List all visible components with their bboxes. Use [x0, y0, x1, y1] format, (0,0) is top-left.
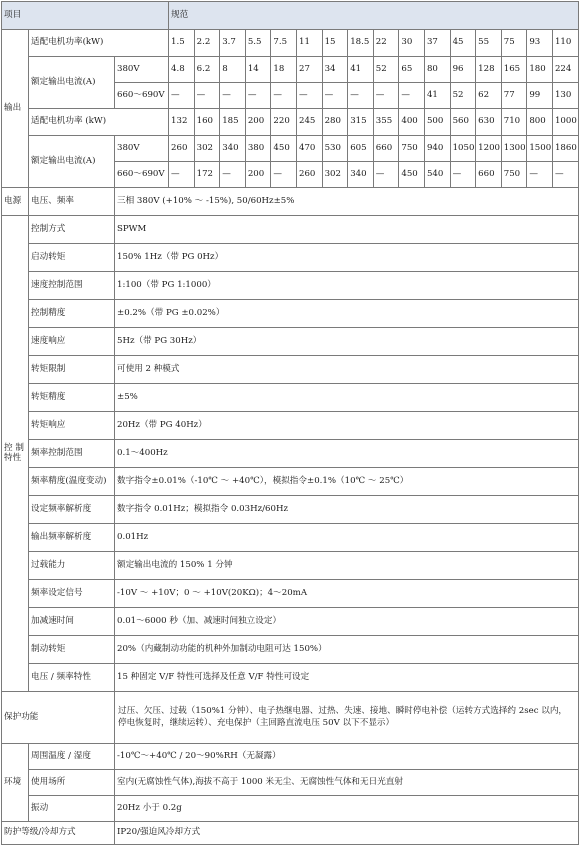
power-row-1 — [2, 30, 579, 57]
value-cell: 185 — [220, 109, 246, 136]
row-name: 周围温度 / 湿度 — [29, 744, 115, 770]
value-cell: 11 — [297, 30, 323, 57]
value-cell: — — [220, 162, 246, 188]
value-cell: 1500 — [527, 136, 553, 162]
value-cell: 1200 — [476, 136, 502, 162]
value-cell: 200 — [245, 162, 271, 188]
value-cell: 470 — [297, 136, 323, 162]
value-cell: 260 — [169, 136, 195, 162]
row-value: 可使用 2 种模式 — [115, 356, 579, 384]
value-cell: — — [348, 83, 374, 109]
value-cell: — — [169, 83, 195, 109]
power-supply-row — [2, 188, 579, 216]
value-cell: 93 — [527, 30, 553, 57]
control-group-label — [2, 216, 29, 692]
spec-table — [1, 1, 579, 845]
value-cell: 172 — [194, 162, 220, 188]
value-cell: 1300 — [501, 136, 527, 162]
row-name: 启动转矩 — [29, 244, 115, 272]
value-cell: 1000 — [552, 109, 578, 136]
voltage-label: 380V — [115, 136, 169, 162]
row-name: 振动 — [29, 796, 115, 822]
row-name: 速度控制范围 — [29, 272, 115, 300]
value-cell: 45 — [450, 30, 476, 57]
value-cell: 7.5 — [271, 30, 297, 57]
value-cell: 41 — [348, 57, 374, 83]
row-name: 加减速时间 — [29, 608, 115, 636]
row-name: 控制方式 — [29, 216, 115, 244]
row-name: 转矩响应 — [29, 412, 115, 440]
value-cell: 450 — [271, 136, 297, 162]
value-cell: 315 — [348, 109, 374, 136]
control-row — [2, 440, 579, 468]
value-cell: 302 — [194, 136, 220, 162]
value-cell: 110 — [552, 30, 578, 57]
row-value: SPWM — [115, 216, 579, 244]
value-cell: 340 — [220, 136, 246, 162]
value-cell: 52 — [373, 57, 399, 83]
value-cell: 800 — [527, 109, 553, 136]
output-group-label: 输出 — [2, 30, 29, 188]
row-value: 室内(无腐蚀性气体),海拔不高于 1000 米无尘、无腐蚀性气体和无日光直射 — [115, 770, 579, 796]
value-cell: 1860 — [552, 136, 578, 162]
row-value: 5Hz（带 PG 30Hz） — [115, 328, 579, 356]
value-cell: 355 — [373, 109, 399, 136]
value-cell: 750 — [501, 162, 527, 188]
value-cell: — — [527, 162, 553, 188]
value-cell: 62 — [476, 83, 502, 109]
value-cell: 2.2 — [194, 30, 220, 57]
value-cell: 605 — [348, 136, 374, 162]
row-value: 0.01Hz — [115, 524, 579, 552]
row-name: 过载能力 — [29, 552, 115, 580]
control-row — [2, 580, 579, 608]
cooling-row — [2, 822, 579, 845]
row-value: 三相 380V (+10% ～ -15%), 50/60Hz±5% — [115, 188, 579, 216]
value-cell: 450 — [399, 162, 425, 188]
value-cell: 710 — [501, 109, 527, 136]
value-cell: — — [271, 162, 297, 188]
row-value: 数字指令 0.01Hz；模拟指令 0.03Hz/60Hz — [115, 496, 579, 524]
value-cell: 165 — [501, 57, 527, 83]
control-row — [2, 636, 579, 664]
value-cell: 340 — [348, 162, 374, 188]
value-cell: 80 — [424, 57, 450, 83]
value-cell: 99 — [527, 83, 553, 109]
value-cell: — — [169, 162, 195, 188]
value-cell: 55 — [476, 30, 502, 57]
protection-row — [2, 692, 579, 744]
row-value: -10℃～+40℃ / 20～90%RH（无凝露） — [115, 744, 579, 770]
row-value: 20Hz 小于 0.2g — [115, 796, 579, 822]
value-cell: 41 — [424, 83, 450, 109]
value-cell: 220 — [271, 109, 297, 136]
value-cell: 260 — [297, 162, 323, 188]
row-name: 频率精度(温度变动) — [29, 468, 115, 496]
control-row — [2, 356, 579, 384]
value-cell: 5.5 — [245, 30, 271, 57]
value-cell: — — [220, 83, 246, 109]
power-supply-label: 电源 — [2, 188, 29, 216]
value-cell: 380 — [245, 136, 271, 162]
power-label: 适配电机功率(kW) — [29, 30, 169, 57]
row-name: 电压、频率 — [29, 188, 115, 216]
control-row — [2, 664, 579, 692]
value-cell: 224 — [552, 57, 578, 83]
spec-table-body — [2, 2, 579, 845]
value-cell: 128 — [476, 57, 502, 83]
voltage-label: 660～690V — [115, 83, 169, 109]
value-cell: 14 — [245, 57, 271, 83]
value-cell: 200 — [245, 109, 271, 136]
current-label: 额定输出电流(A) — [29, 57, 115, 109]
value-cell: 75 — [501, 30, 527, 57]
value-cell: — — [297, 83, 323, 109]
value-cell: 660 — [373, 136, 399, 162]
value-cell: 245 — [297, 109, 323, 136]
value-cell: 34 — [322, 57, 348, 83]
row-value: 20Hz（带 PG 40Hz） — [115, 412, 579, 440]
value-cell: 500 — [424, 109, 450, 136]
row-value: 150% 1Hz（带 PG 0Hz） — [115, 244, 579, 272]
voltage-label: 380V — [115, 57, 169, 83]
value-cell: — — [450, 162, 476, 188]
value-cell: — — [373, 162, 399, 188]
value-cell: 1.5 — [169, 30, 195, 57]
control-row — [2, 272, 579, 300]
value-cell: 77 — [501, 83, 527, 109]
environment-row — [2, 796, 579, 822]
value-cell: 660 — [476, 162, 502, 188]
value-cell: 15 — [322, 30, 348, 57]
voltage-label: 660～690V — [115, 162, 169, 188]
value-cell: — — [399, 83, 425, 109]
value-cell: — — [271, 83, 297, 109]
value-cell: 96 — [450, 57, 476, 83]
value-cell: — — [194, 83, 220, 109]
value-cell: 4.8 — [169, 57, 195, 83]
control-row — [2, 300, 579, 328]
current-380-row-1 — [2, 57, 579, 83]
value-cell: 65 — [399, 57, 425, 83]
value-cell: 22 — [373, 30, 399, 57]
control-row — [2, 552, 579, 580]
row-name: 频率设定信号 — [29, 580, 115, 608]
value-cell: 52 — [450, 83, 476, 109]
value-cell: 630 — [476, 109, 502, 136]
control-row — [2, 468, 579, 496]
row-name: 设定频率解析度 — [29, 496, 115, 524]
control-row — [2, 216, 579, 244]
row-value: 20%（内藏制动功能的机种外加制动电阻可达 150%） — [115, 636, 579, 664]
value-cell: 180 — [527, 57, 553, 83]
value-cell: — — [552, 162, 578, 188]
value-cell: 132 — [169, 109, 195, 136]
row-value: ±0.2%（带 PG ±0.02%） — [115, 300, 579, 328]
cooling-label: 防护等级/冷却方式 — [2, 822, 115, 845]
value-cell: 750 — [399, 136, 425, 162]
value-cell: 30 — [399, 30, 425, 57]
value-cell: 6.2 — [194, 57, 220, 83]
row-value: 1:100（带 PG 1:1000） — [115, 272, 579, 300]
cooling-value: IP20/强迫风冷却方式 — [115, 822, 579, 845]
value-cell: 280 — [322, 109, 348, 136]
value-cell: 8 — [220, 57, 246, 83]
row-name: 使用场所 — [29, 770, 115, 796]
value-cell: 560 — [450, 109, 476, 136]
control-row — [2, 328, 579, 356]
value-cell: 1050 — [450, 136, 476, 162]
value-cell: 27 — [297, 57, 323, 83]
row-name: 频率控制范围 — [29, 440, 115, 468]
value-cell: 940 — [424, 136, 450, 162]
environment-group-label: 环境 — [2, 744, 29, 822]
environment-row — [2, 744, 579, 770]
value-cell: 540 — [424, 162, 450, 188]
row-name: 速度响应 — [29, 328, 115, 356]
row-value: -10V ～ +10V；0 ～ +10V(20KΩ)；4～20mA — [115, 580, 579, 608]
value-cell: 302 — [322, 162, 348, 188]
header-row — [2, 2, 579, 30]
value-cell: 37 — [424, 30, 450, 57]
row-name: 电压 / 频率特性 — [29, 664, 115, 692]
protection-label: 保护功能 — [2, 692, 115, 744]
row-value: 0.1～400Hz — [115, 440, 579, 468]
control-row — [2, 384, 579, 412]
value-cell: 130 — [552, 83, 578, 109]
row-name: 输出频率解析度 — [29, 524, 115, 552]
value-cell: 3.7 — [220, 30, 246, 57]
value-cell: — — [245, 83, 271, 109]
row-value: ±5% — [115, 384, 579, 412]
header-item: 项目 — [2, 2, 169, 30]
value-cell: 18 — [271, 57, 297, 83]
power-label: 适配电机功率 (kW) — [29, 109, 169, 136]
control-row — [2, 244, 579, 272]
value-cell: 400 — [399, 109, 425, 136]
control-row — [2, 608, 579, 636]
control-row — [2, 412, 579, 440]
value-cell: — — [322, 83, 348, 109]
value-cell: 18.5 — [348, 30, 374, 57]
control-row — [2, 496, 579, 524]
current-label: 额定输出电流(A) — [29, 136, 115, 188]
row-name: 转矩精度 — [29, 384, 115, 412]
row-value: 15 种固定 V/F 特性可选择及任意 V/F 特性可设定 — [115, 664, 579, 692]
value-cell: 530 — [322, 136, 348, 162]
protection-value: 过压、欠压、过载（150%1 分钟）、电子热继电器、过热、失速、接地、瞬时停电补偿（运转方式选择约 2sec 以内，停电恢复时，继续运转）、充电保护（主回路直流电压 50V 以下不显示） — [115, 692, 579, 744]
row-name: 控制精度 — [29, 300, 115, 328]
power-row-2 — [2, 109, 579, 136]
control-group-text: 控 制 特性 — [4, 442, 24, 463]
environment-row — [2, 770, 579, 796]
control-row — [2, 524, 579, 552]
current-380-row-2 — [2, 136, 579, 162]
value-cell: — — [373, 83, 399, 109]
row-name: 转矩限制 — [29, 356, 115, 384]
row-value: 数字指令±0.01%（-10℃ ～ +40℃），模拟指令±0.1%（10℃ ～ 25℃） — [115, 468, 579, 496]
row-value: 额定输出电流的 150% 1 分钟 — [115, 552, 579, 580]
value-cell: 160 — [194, 109, 220, 136]
row-value: 0.01～6000 秒（加、减速时间独立设定） — [115, 608, 579, 636]
header-spec: 规范 — [169, 2, 579, 30]
row-name: 制动转矩 — [29, 636, 115, 664]
